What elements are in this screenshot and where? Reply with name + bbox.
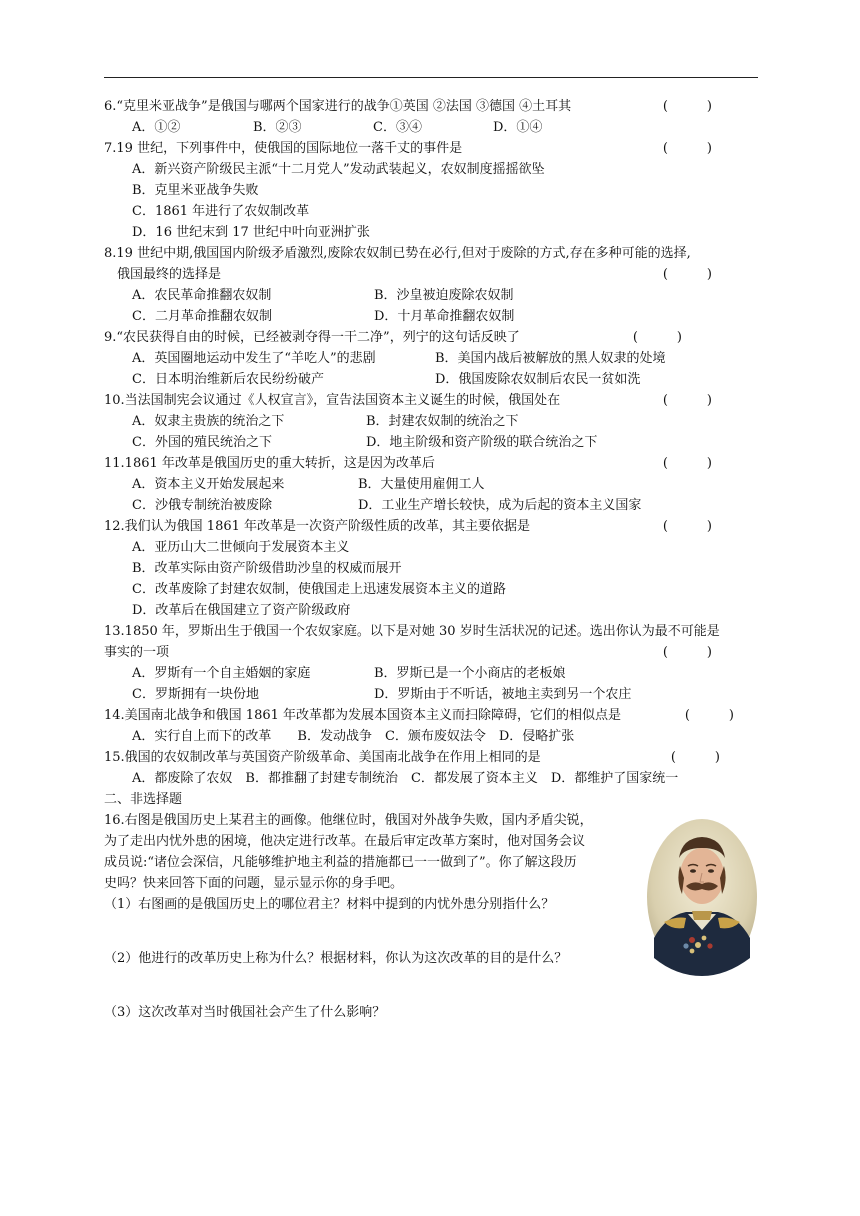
question-14 [104, 705, 764, 726]
question-stem: 6.“克里米亚战争”是俄国与哪两个国家进行的战争①英国 ②法国 ③德国 ④土耳其 [104, 99, 572, 114]
section-heading: 二、非选择题 [104, 792, 183, 807]
answer-bracket: ( ) [684, 708, 734, 723]
question-6 [104, 96, 764, 117]
question-8 [104, 243, 764, 264]
question-stem: 14.美国南北战争和俄国 1861 年改革都为发展本国资本主义而扫除障碍，它们的相似点是 [104, 708, 622, 723]
sub-question-1: （1）右图画的是俄国历史上的哪位君主？材料中提到的内忧外患分别指什么？ [104, 897, 555, 912]
option: C．罗斯拥有一块份地 [132, 687, 259, 702]
options-row: A．都废除了农奴 B．都推翻了封建专制统治 C．都发展了资本主义 D．都维护了国家统一 [132, 771, 679, 786]
option: D．工业生产增长较快，成为后起的资本主义国家 [358, 498, 642, 513]
options-row [104, 369, 764, 390]
option: D．俄国废除农奴制后农民一贫如洗 [435, 372, 641, 387]
question-15 [104, 747, 764, 768]
question-13-continued [104, 642, 764, 663]
option: D．地主阶级和资产阶级的联合统治之下 [366, 435, 598, 450]
option: D．16 世纪末到 17 世纪中叶向亚洲扩张 [132, 225, 370, 240]
options-row [104, 495, 764, 516]
option: A．资本主义开始发展起来 [132, 477, 285, 492]
answer-bracket: ( ) [632, 330, 682, 345]
options-row [104, 306, 764, 327]
option: B．罗斯已是一个小商店的老板娘 [374, 666, 566, 681]
header-rule [104, 77, 758, 78]
question-7 [104, 138, 764, 159]
option: B．沙皇被迫废除农奴制 [374, 288, 514, 303]
options-row [104, 348, 764, 369]
question-stem: 11.1861 年改革是俄国历史的重大转折，这是因为改革后 [104, 456, 435, 471]
option: A．罗斯有一个自主婚姻的家庭 [132, 666, 311, 681]
option: A．农民革命推翻农奴制 [132, 288, 272, 303]
option: C．日本明治维新后农民纷纷破产 [132, 372, 324, 387]
answer-bracket: ( ) [662, 456, 712, 471]
option: D．①④ [493, 120, 543, 135]
option: C．③④ [373, 120, 422, 135]
options-row: A．实行自上而下的改革 B．发动战争 C．颁布废奴法令 D．侵略扩张 [132, 729, 575, 744]
options-row [104, 117, 764, 138]
options-row [104, 285, 764, 306]
q16-paragraph-line: 史吗？快来回答下面的问题，显示显示你的身手吧。 [104, 876, 404, 891]
option: C．沙俄专制统治被废除 [132, 498, 272, 513]
option: D．罗斯由于不听话，被地主卖到另一个农庄 [374, 687, 632, 702]
options-row [104, 684, 764, 705]
sub-question-2: （2）他进行的改革历史上称为什么？根据材料，你认为这次改革的目的是什么？ [104, 951, 568, 966]
option: C．外国的殖民统治之下 [132, 435, 272, 450]
option: D．十月革命推翻农奴制 [374, 309, 515, 324]
question-stem: 7.19 世纪，下列事件中，使俄国的国际地位一落千丈的事件是 [104, 141, 463, 156]
option: A．英国圈地运动中发生了“羊吃人”的悲剧 [132, 351, 376, 366]
option: D．改革后在俄国建立了资产阶级政府 [132, 603, 351, 618]
option: B．封建农奴制的统治之下 [366, 414, 519, 429]
sub-question-3: （3）这次改革对当时俄国社会产生了什么影响？ [104, 1005, 386, 1020]
question-8-continued [104, 264, 764, 285]
question-11 [104, 453, 764, 474]
options-row [104, 663, 764, 684]
answer-bracket: ( ) [662, 99, 712, 114]
q16-paragraph-line: 为了走出内忧外患的困境，他决定进行改革。在最后审定改革方案时，他对国务会议 [104, 834, 586, 849]
question-stem: 15.俄国的农奴制改革与英国资产阶级革命、美国南北战争在作用上相同的是 [104, 750, 541, 765]
answer-bracket: ( ) [662, 267, 712, 282]
option: B．②③ [253, 120, 302, 135]
option: A．奴隶主贵族的统治之下 [132, 414, 285, 429]
question-12 [104, 516, 764, 537]
option: C．二月革命推翻农奴制 [132, 309, 272, 324]
option: A．新兴资产阶级民主派“十二月党人”发动武装起义，农奴制度摇摇欲坠 [132, 162, 545, 177]
question-stem: 8.19 世纪中期,俄国国内阶级矛盾激烈,废除农奴制已势在必行,但对于废除的方式,存在多种可能的选择, [104, 246, 691, 261]
answer-bracket: ( ) [662, 141, 712, 156]
question-stem: 事实的一项 [104, 645, 170, 660]
answer-bracket: ( ) [662, 519, 712, 534]
option: B．大量使用雇佣工人 [358, 477, 485, 492]
answer-bracket: ( ) [670, 750, 720, 765]
q16-paragraph-line: 成员说:“诸位会深信，凡能够维护地主利益的措施都已一一做到了”。你了解这段历 [104, 855, 577, 870]
question-10 [104, 390, 764, 411]
q16-paragraph-line: 16.右图是俄国历史上某君主的画像。他继位时，俄国对外战争失败，国内矛盾尖锐， [104, 813, 593, 828]
option: B．克里米亚战争失败 [132, 183, 259, 198]
question-stem: 13.1850 年，罗斯出生于俄国一个农奴家庭。以下是对她 30 岁时生活状况的记述。选出你认为最不可能是 [104, 624, 720, 639]
options-row [104, 411, 764, 432]
answer-bracket: ( ) [662, 393, 712, 408]
question-stem: 俄国最终的选择是 [117, 267, 222, 282]
options-row [104, 432, 764, 453]
document-body [104, 96, 764, 1023]
question-stem: 12.我们认为俄国 1861 年改革是一次资产阶级性质的改革，其主要依据是 [104, 519, 531, 534]
question-stem: 10.当法国制宪会议通过《人权宣言》，宣告法国资本主义诞生的时候，俄国处在 [104, 393, 561, 408]
option: C．1861 年进行了农奴制改革 [132, 204, 310, 219]
option: B．美国内战后被解放的黑人奴隶的处境 [435, 351, 666, 366]
question-stem: 9.“农民获得自由的时候，已经被剥夺得一干二净”，列宁的这句话反映了 [104, 330, 520, 345]
question-13 [104, 621, 764, 642]
answer-bracket: ( ) [662, 645, 712, 660]
option: A．①② [132, 120, 181, 135]
options-row [104, 474, 764, 495]
question-9 [104, 327, 764, 348]
option: B．改革实际由资产阶级借助沙皇的权威而展开 [132, 561, 402, 576]
option: C．改革废除了封建农奴制，使俄国走上迅速发展资本主义的道路 [132, 582, 506, 597]
option: A．亚历山大二世倾向于发展资本主义 [132, 540, 350, 555]
